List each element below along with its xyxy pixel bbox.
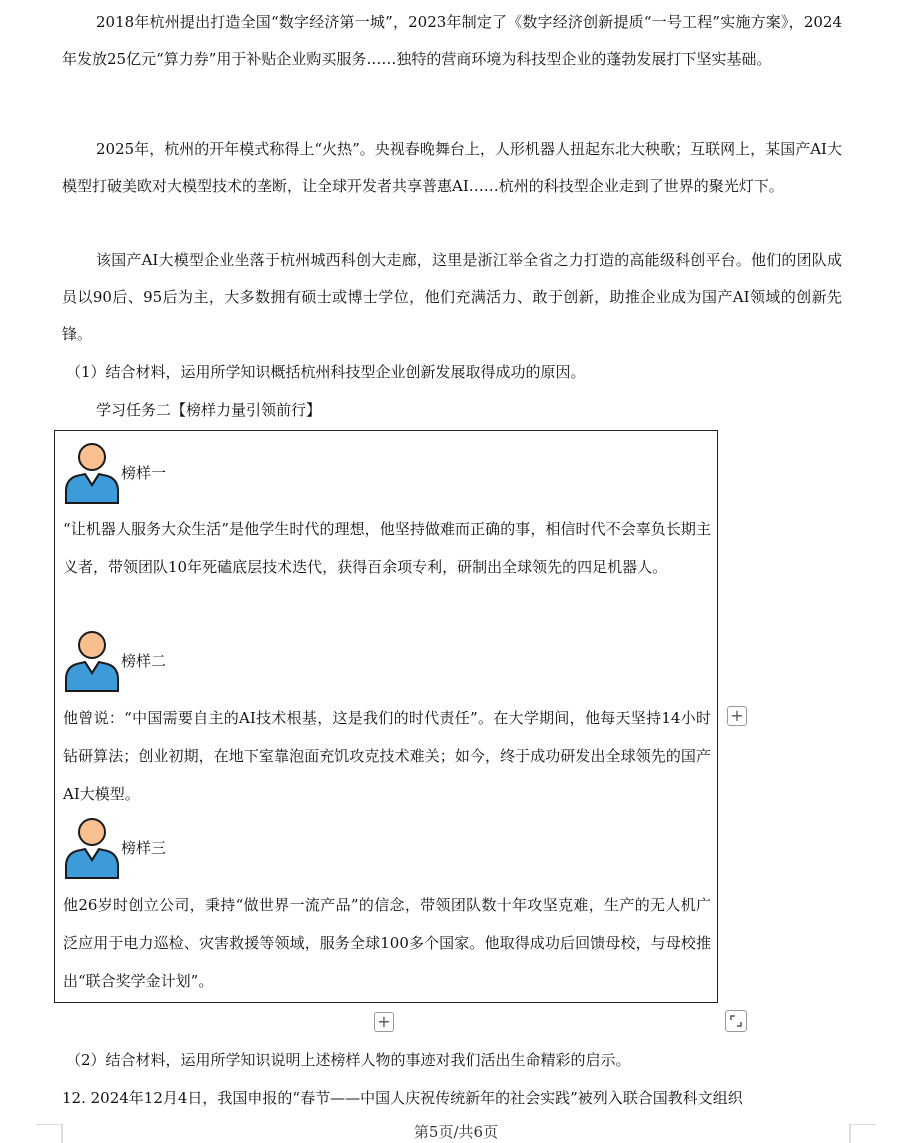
page-footer: 第5页/共6页 [413,1123,499,1141]
paragraph-3: 该国产AI大模型企业坐落于杭州城西科创大走廊，这里是浙江举全省之力打造的高能级科创平台。他们的团队成员以90后、95后为主，大多数拥有硕士或博士学位，他们充满活力、敢于创新，助推企业成为国产AI领域的创新先锋。 [62,251,842,343]
role-model-2-text: 他曾说：“中国需要自主的AI技术根基，这是我们的时代责任”。在大学期间，他每天坚持14小时钻研算法；创业初期，在地下室靠泡面充饥攻克技术难关；如今，终于成功研发出全球领先的国产AI大模型。 [63,709,711,803]
role-model-2-label: 榜样二 [121,652,167,670]
question-1: （1）结合材料，运用所学知识概括杭州科技型企业创新发展取得成功的原因。 [66,363,586,381]
add-row-button[interactable]: + [374,1012,394,1032]
question-2: （2）结合材料，运用所学知识说明上述榜样人物的事迹对我们活出生命精彩的启示。 [66,1051,631,1069]
role-model-1-label: 榜样一 [121,464,167,482]
role-model-3-label: 榜样三 [121,839,167,857]
paragraph-2: 2025年，杭州的开年模式称得上“火热”。央视春晚舞台上，人形机器人扭起东北大秧歌；互联网上，某国产AI大模型打破美欧对大模型技术的垄断，让全球开发者共享普惠AI……杭州的科技型企业走到了世界的聚光灯下。 [62,140,842,195]
task-2-title: 学习任务二【榜样力量引领前行】 [96,401,322,419]
role-model-box [54,430,718,1003]
role-model-1-text: “让机器人服务大众生活”是他学生时代的理想，他坚持做难而正确的事，相信时代不会辜负长期主义者，带领团队10年死磕底层技术迭代，获得百余项专利，研制出全球领先的四足机器人。 [63,520,711,576]
add-column-button[interactable]: + [727,706,747,726]
question-12: 12. 2024年12月4日，我国申报的“春节——中国人庆祝传统新年的社会实践”被列入联合国教科文组织 [62,1089,743,1107]
person-avatar-icon [63,441,121,505]
paragraph-1: 2018年杭州提出打造全国“数字经济第一城”，2023年制定了《数字经济创新提质“一号工程”实施方案》，2024年发放25亿元“算力券”用于补贴企业购买服务……独特的营商环境为科技型企业的蓬勃发展打下坚实基础。 [62,13,842,68]
person-avatar-icon [63,629,121,693]
role-model-3-text: 他26岁时创立公司，秉持“做世界一流产品”的信念，带领团队数十年攻坚克难，生产的无人机广泛应用于电力巡检、灾害救援等领域，服务全球100多个国家。他取得成功后回馈母校，与母校推出“联合奖学金计划”。 [63,896,711,990]
person-avatar-icon [63,816,121,880]
resize-handle-icon[interactable] [725,1010,747,1032]
